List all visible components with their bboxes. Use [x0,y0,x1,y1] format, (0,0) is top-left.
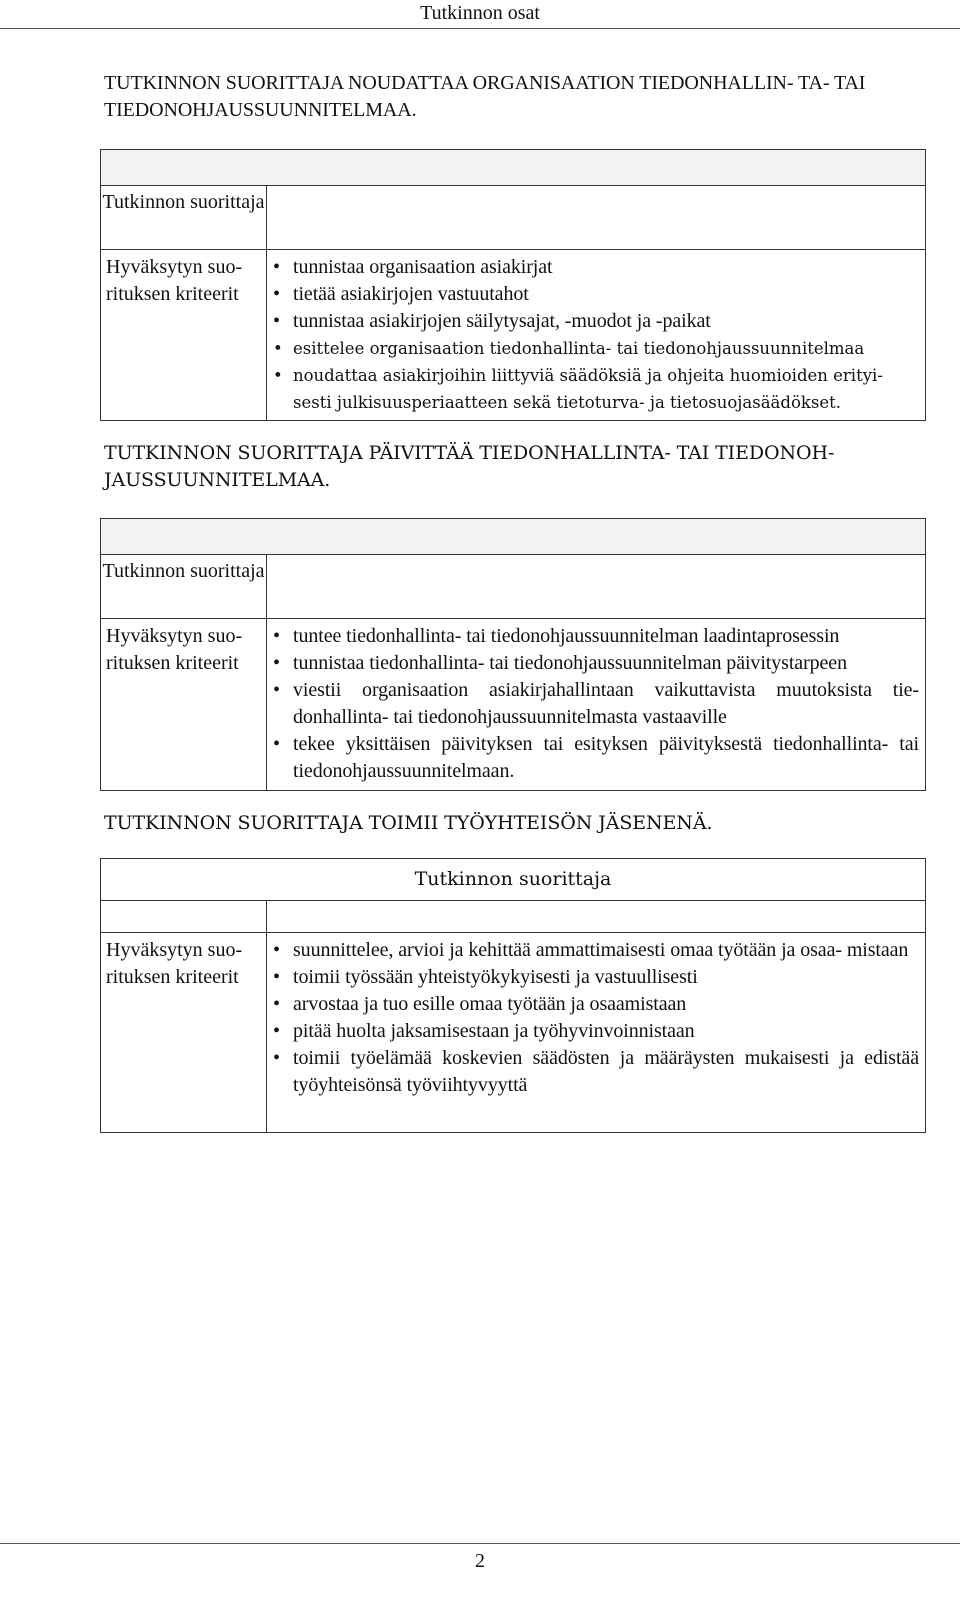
section-2-heading: TUTKINNON SUORITTAJA PÄIVITTÄÄ TIEDONHALLINTA- TAI TIEDONOH- JAUSSUUNNITELMAA. [104,442,835,491]
spacer-right-cell [267,901,925,933]
list-item: • pitää huolta jaksamisestaan ja työhyvinvoinnistaan [293,1018,919,1045]
list-item: • viestii organisaation asiakirjahallintaan vaikuttavista muutoksista tie- donhallinta- tai tiedonohjaussuunnitelmasta vastaaville [293,677,919,731]
list-item: • arvostaa ja tuo esille omaa työtään ja osaamistaan [293,991,919,1018]
subject-label: Tutkinnon suorittaja [102,560,265,582]
spacer-left-cell [101,901,267,933]
page-number: 2 [475,1550,485,1572]
subject-label-cell [101,186,267,250]
list-item: • toimii työssään yhteistyökykyisesti ja vastuullisesti [293,964,919,991]
criteria-label: Hyväksytyn suo- rituksen kriteerit [106,939,243,988]
list-item: • tekee yksittäisen päivityksen tai esityksen päivityksestä tiedonhallinta- tai tiedonohjaussuunnitelmaan. [293,731,919,785]
subject-label: Tutkinnon suorittaja [102,191,265,213]
criteria-label: Hyväksytyn suo- rituksen kriteerit [106,625,243,674]
list-item: • toimii työelämää koskevien säädösten ja määräysten mukaisesti ja edistää työyhteisönsä työviihtyvyyttä [293,1045,919,1099]
subject-label: Tutkinnon suorittaja [414,868,612,890]
subject-empty-cell [267,186,925,250]
list-item: • tunnistaa asiakirjojen säilytysajat, -muodot ja -paikat [293,308,919,335]
criteria-list [267,619,925,785]
list-item: • noudattaa asiakirjoihin liittyviä säädöksiä ja ohjeita huomioiden erityi- sesti julkisuusperiaatteen sekä tietoturva- ja tietosuojasäädökset. [293,362,919,416]
list-item: • esittelee organisaation tiedonhallinta- tai tiedonohjaussuunnitelmaa [293,335,919,362]
section-1-table [100,149,926,421]
table-header-bar [101,150,925,186]
table-header-bar [101,519,925,555]
header-title: Tutkinnon osat [420,2,540,24]
section-2-table [100,518,926,791]
list-item: • tietää asiakirjojen vastuutahot [293,281,919,308]
criteria-cell [267,933,925,1132]
section-3-table [100,858,926,1133]
section-1-heading: TUTKINNON SUORITTAJA NOUDATTAA ORGANISAATION TIEDONHALLIN- TA- TAI TIEDONOHJAUSSUUNNITELMAA. [104,72,866,121]
criteria-label-cell [101,250,267,420]
subject-header-cell [101,859,925,901]
criteria-label-cell [101,619,267,790]
criteria-list [267,933,925,1099]
criteria-list [267,250,925,416]
criteria-cell [267,250,925,420]
subject-empty-cell [267,555,925,619]
list-item: • tunnistaa tiedonhallinta- tai tiedonohjaussuunnitelman päivitystarpeen [293,650,919,677]
page-footer [0,1543,960,1574]
list-item: • suunnittelee, arvioi ja kehittää ammattimaisesti omaa työtään ja osaa- mistaan [293,937,919,964]
criteria-label: Hyväksytyn suo- rituksen kriteerit [106,256,243,305]
page-header [0,0,960,29]
criteria-cell [267,619,925,790]
section-3-heading: TUTKINNON SUORITTAJA TOIMII TYÖYHTEISÖN JÄSENENÄ. [104,812,713,834]
subject-label-cell [101,555,267,619]
list-item: • tunnistaa organisaation asiakirjat [293,254,919,281]
criteria-label-cell [101,933,267,1132]
list-item: • tuntee tiedonhallinta- tai tiedonohjaussuunnitelman laadintaprosessin [293,623,919,650]
